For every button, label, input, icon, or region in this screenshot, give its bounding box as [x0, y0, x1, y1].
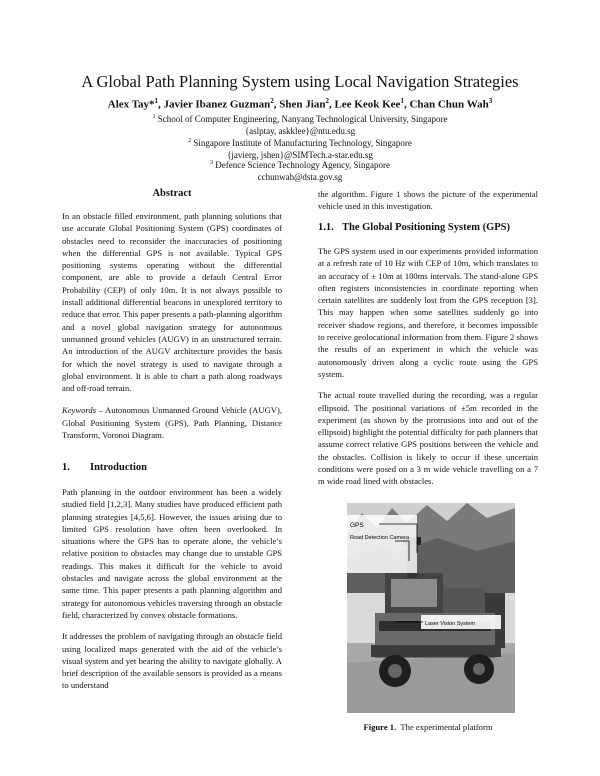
figure-label-road-camera: Road Detection Camera — [350, 535, 410, 541]
email: {aslptay, askklee}@ntu.edu.sg — [244, 126, 356, 136]
author: Javier Ibanez Guzman — [163, 98, 271, 111]
section-heading-intro: 1. Introduction — [62, 462, 147, 473]
keywords: Keywords – Autonomous Unmanned Ground Vehicle (AUGV), Global Positioning System (GPS), Path Planning, Distance Transform, Voronoi Diagram. — [62, 405, 282, 441]
paper-title: A Global Path Planning System using Local Navigation Strategies — [81, 72, 519, 91]
author: Chan Chun Wah — [409, 98, 489, 111]
paragraph: The actual route travelled during the recording, was a regular ellipsoid. The positional variations of ±5m recorded in the experiment (as shown by the protrusions into and out of the ellipsoid) highlight the potential difficulty for path planners that assume correct relative GPS positions between the vehicle and the obstacles. Collision is likely to occur if these uncertain conditions were posed on a 3 m wide vehicle travelling on a 7 m wide road lined with obstacles. — [318, 390, 538, 487]
figure-label-laser: Laser Vision System — [425, 621, 476, 627]
figure-label-gps: GPS — [350, 522, 364, 529]
figure-caption: Figure 1. The experimental platform — [363, 722, 493, 732]
paragraph: the algorithm. Figure 1 shows the picture of the experimental vehicle used in this investigation. — [318, 189, 538, 212]
author-list: Alex Tay*$^1$, Javier Ibanez Guzman$^2$, Shen Jian$^2$, Lee Keok Kee$^1$, Chan Chun Wah$^3$ — [107, 97, 493, 111]
author: Alex Tay* — [107, 98, 155, 111]
intro-body — [62, 486, 282, 701]
abstract-text: In an obstacle filled environment, path planning solutions that use accurate Global Positioning System (GPS) coordinates of obstacles need to reconsider the inaccuracies of positioning when the differential GPS is not available. Typical GPS positioning systems operating without the differential component, are able to provide a default Central Error Probability (CEP) of only 10m. It is not always possible to install additional differential beacons in unexplored territory to reduce that error. This paper presents a path-planning algorithm and a novel global navigation strategy for autonomous unmanned ground vehicles (AUGV) in an unstructured terrain. An introduction of the AUGV architecture provides the basis for which the novel strategy is used to navigate through a global environment. It is able to chart a path along roadways and off-road terrain. — [62, 211, 282, 394]
affiliation-1: $^1$ School of Computer Engineering, Nanyang Technological University, Singapore {aslptay, askklee}@ntu.edu.sg — [152, 114, 448, 136]
experimental-platform-photo — [347, 503, 515, 713]
email: cchunwah@dsta.gov.sg — [257, 172, 343, 182]
email: {javierg, jshen}@SIMTech.a-star.edu.sg — [227, 150, 373, 160]
section-heading-gps: 1.1. The Global Positioning System (GPS) — [318, 222, 511, 233]
author: Shen Jian — [279, 98, 326, 111]
right-column-top — [318, 188, 538, 222]
paragraph: The GPS system used in our experiments provided information at a refresh rate of 10 Hz with CEP of 10m, which translates to an accuracy of ± 10m at 100ms intervals. The stand-alone GPS often registers inconsistencies in coordinate reporting when certain satellites are suddenly lost from the GPS reception [3]. This may happen when some satellites suddenly go into receiver shadow regions, and therefore, it becomes impossible to receive geolocational information from them. Figure 2 shows the results of an experiment in which the vehicle was autonomously driven along a cyclic route using the GPS system. — [318, 246, 538, 379]
author: Lee Keok Kee — [334, 98, 401, 111]
paragraph: It addresses the problem of navigating through an obstacle field using localized maps generated with the aid of the vehicle’s visual system and yet bearing the ability to navigate globally. A brief description of the available sensors is provided as a means to understand — [62, 631, 282, 691]
paragraph: Path planning in the outdoor environment has been a widely studied field [1,2,3]. Many studies have produced efficient path planning strategies [4,5,6]. However, the issues arising due to limited GPS resolution have often been overlooked. In situations where the GPS has to operate alone, the vehicle’s relative position to obstacles may change due to unstable GPS readings. This makes it difficult for the vehicle to avoid obstacles and navigate across the global environment at the same time. This paper presents a path planning algorithm and strategy for autonomous vehicles traversing through an obstacle field, characterized by convex obstacle formations. — [62, 487, 282, 620]
affiliation-3: $^3$ Defence Science Technology Agency, Singapore cchunwah@dsta.gov.sg — [209, 160, 391, 182]
affiliation-2: $^2$ Singapore Institute of Manufacturing Technology, Singapore {javierg, jshen}@SIMTech.a-star.edu.sg — [188, 138, 412, 160]
abstract-heading: Abstract — [152, 188, 192, 199]
left-column-top — [62, 210, 282, 450]
gps-body — [318, 245, 538, 497]
